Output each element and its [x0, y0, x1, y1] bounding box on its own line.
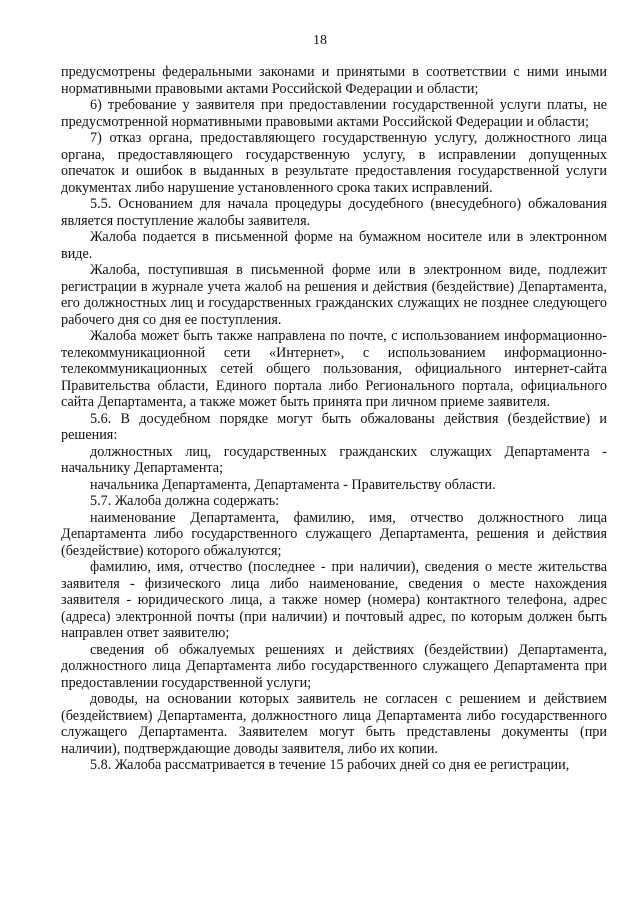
paragraph-item-7: 7) отказ органа, предоставляющего государственную услугу, должностного лица органа, предоставляющего государственную услугу, в исправлении допущенных опечаток и ошибок в выданных в результате предоставления государственной услуги документах либо нарушение установленного срока таких исправлений.	[61, 130, 607, 196]
paragraph-content-arguments: доводы, на основании которых заявитель не согласен с решением и действием (бездействием) Департамента, должностного лица Департамента либо государственного служащего Департамента. Заявителем могут быть представлены документы (при наличии), подтверждающие доводы заявителя, либо их копии.	[61, 691, 607, 757]
document-body	[61, 64, 607, 774]
paragraph-content-name: наименование Департамента, фамилию, имя, отчество должностного лица Департамента либо государственного служащего Департамента, решения и действия (бездействие) которого обжалуются;	[61, 509, 607, 559]
paragraph-content-decisions: сведения об обжалуемых решениях и действиях (бездействии) Департамента, должностного лица Департамента либо государственного служащего Департамента при предоставлении государственной услуги;	[61, 641, 607, 691]
paragraph-content-applicant: фамилию, имя, отчество (последнее - при наличии), сведения о месте жительства заявителя - физического лица либо наименование, сведения о месте нахождения заявителя - юридического лица, а также номер (номера) контактного телефона, адрес (адреса) электронной почты (при наличии) и почтовый адрес, по которым должен быть направлен ответ заявителю;	[61, 559, 607, 641]
paragraph-complaint-registration: Жалоба, поступившая в письменной форме или в электронном виде, подлежит регистрации в журнале учета жалоб на решения и действия (бездействие) Департамента, его должностных лиц и государственных гражданских служащих не позднее следующего рабочего дня со дня ее поступления.	[61, 262, 607, 328]
page-number: 18	[313, 33, 327, 48]
paragraph-officials-appeal: должностных лиц, государственных гражданских служащих Департамента - начальнику Департамента;	[61, 443, 607, 476]
paragraph-item-6: 6) требование у заявителя при предоставлении государственной услуги платы, не предусмотренной нормативными правовыми актами Российской Федерации и области;	[61, 97, 607, 130]
paragraph-5-5: 5.5. Основанием для начала процедуры досудебного (внесудебного) обжалования является поступление жалобы заявителя.	[61, 196, 607, 229]
paragraph-5-6: 5.6. В досудебном порядке могут быть обжалованы действия (бездействие) и решения:	[61, 410, 607, 443]
paragraph-5-7: 5.7. Жалоба должна содержать:	[90, 493, 280, 509]
paragraph-complaint-channels: Жалоба может быть также направлена по почте, с использованием информационно-телекоммуникационной сети «Интернет», с использованием информационно-телекоммуникационных сетей общего пользования, официального интернет-сайта Правительства области, Единого портала либо Регионального портала, официального сайта Департамента, а также может быть принята при личном приеме заявителя.	[61, 328, 607, 410]
paragraph-5-8: 5.8. Жалоба рассматривается в течение 15 рабочих дней со дня ее регистрации,	[90, 757, 570, 773]
paragraph-continuation: предусмотрены федеральными законами и принятыми в соответствии с ними иными нормативными правовыми актами Российской Федерации и области;	[61, 64, 607, 97]
paragraph-head-appeal: начальника Департамента, Департамента - Правительству области.	[90, 476, 496, 493]
paragraph-complaint-form: Жалоба подается в письменной форме на бумажном носителе или в электронном виде.	[61, 229, 607, 262]
